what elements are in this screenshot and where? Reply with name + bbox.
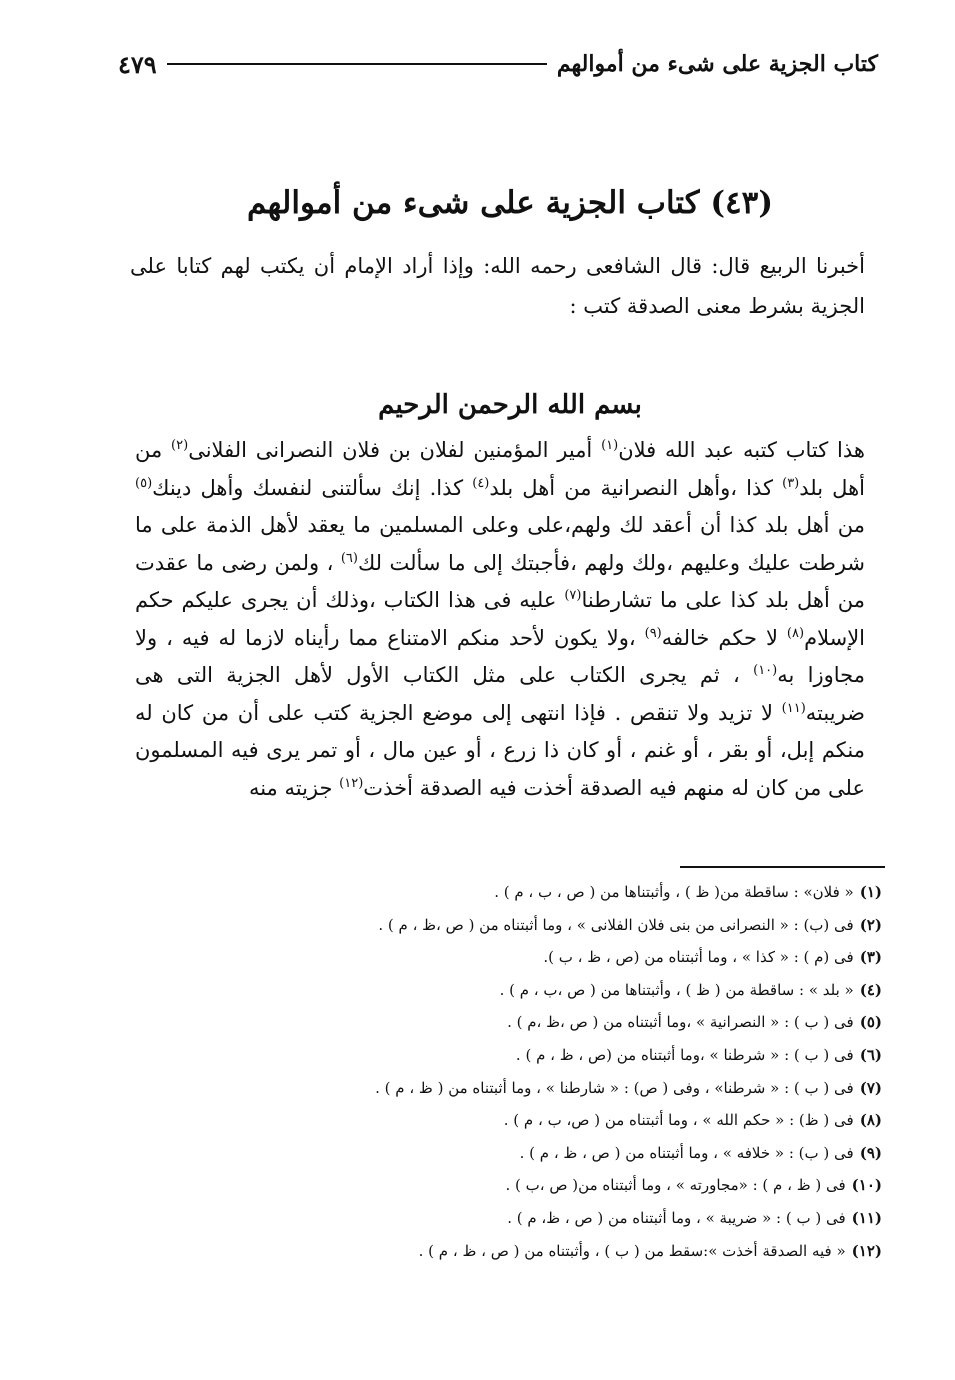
footnote-text: فى ( ب ) : « شرطنا» ، وفى ( ص) : « شارطنا » ، وما أثبتناه من ( ظ ، م ) . — [375, 1078, 854, 1097]
body-segment: هذا كتاب كتبه عبد الله فلان — [618, 438, 865, 462]
page-number: ٤٧٩ — [118, 49, 157, 79]
footnote-item — [200, 1137, 882, 1170]
footnote-number: (٩) — [859, 1143, 882, 1162]
body-segment: ،ولا يكون لأحد منكم الامتناع مما رأيناه لازما له فيه ، ولا مجاوزا به — [135, 625, 865, 687]
footnote-ref: (٩) — [644, 625, 662, 641]
body-segment: ، ثم يجرى الكتاب على مثل الكتاب الأول لأهل الجزية التى هى ضريبته — [135, 663, 865, 725]
body-segment: عليه فى هذا الكتاب ،وذلك أن يجرى عليكم حكم الإسلام — [135, 588, 866, 650]
chapter-title: (٤٣) كتاب الجزية على شىء من أموالهم — [247, 185, 773, 221]
footnote-item — [200, 974, 882, 1007]
body-segment: من أهل بلد — [135, 438, 865, 500]
footnote-text: « فلان» : ساقطة من( ظ ) ، وأثبتناها من ( ص ، ب ، م ) . — [494, 883, 854, 901]
intro-paragraph: أخبرنا الربيع قال: قال الشافعى رحمه الله: وإذا أراد الإمام أن يكتب لهم كتابا على الجزية بشرط معنى الصدقة كتب : — [130, 254, 865, 318]
footnote-ref: (١٠) — [753, 663, 778, 678]
footnote-text: فى (ب) : « النصرانى من بنى فلان الفلانى » ، وما أثبتناه من ( ص ،ظ ، م ) . — [378, 915, 854, 934]
footnote-text: فى ( ظ) : « حكم الله » ، وما أثبتناه من ( ص، ب ، م ) . — [503, 1111, 854, 1130]
footnote-number: (٥) — [859, 1013, 882, 1032]
footnote-number: (٤) — [859, 980, 882, 999]
body-segment: كذا ،وأهل النصرانية من أهل بلد — [489, 475, 783, 500]
body-paragraph — [135, 432, 865, 807]
running-title: كتاب الجزية على شىء من أموالهم — [556, 51, 878, 77]
footnote-text: فى (م ) : « كذا » ، وما أثبتناه من (ص ، ظ ، ب ). — [543, 948, 854, 967]
footnote-number: (٢) — [859, 915, 882, 934]
footnote-text: « بلد » : ساقطة من ( ظ ) ، وأثبتناها من ( ص ،ب ، م ) . — [499, 980, 854, 999]
footnote-text: « فيه الصدقة أخذت »:سقط من ( ب ) ، وأثبتناه من ( ص ، ظ ، م ) . — [418, 1241, 846, 1260]
footnote-ref: (٧) — [564, 588, 582, 603]
footnote-item — [200, 1006, 882, 1039]
basmala-heading: بسم الله الرحمن الرحيم — [378, 390, 642, 420]
footnote-number: (٨) — [859, 1111, 882, 1130]
footnote-number: (١) — [859, 883, 882, 901]
body-segment: أمير المؤمنين لفلان بن فلان النصرانى الفلانى — [188, 438, 602, 462]
footnote-item — [200, 909, 882, 942]
footnote-number: (٧) — [859, 1078, 882, 1097]
footnote-item — [200, 1039, 882, 1072]
body-segment: من أهل بلد كذا أن أعقد لك ولهم،على وعلى المسلمين ما يعقد لأهل الذمة على ما شرطت عليك وعليهم ،ولك ولهم ،فأجبتك إلى ما سألت لك — [135, 513, 865, 575]
footnote-item — [200, 941, 882, 974]
footnote-ref: (٦) — [340, 550, 358, 566]
footnotes-list — [200, 876, 882, 1267]
footnote-number: (٣) — [859, 948, 882, 967]
body-segment: ، ولمن رضى ما عقدت من أهل بلد كذا على ما تشارطنا — [135, 550, 865, 612]
footnote-number: (١١) — [851, 1208, 882, 1227]
footnote-item — [200, 1104, 882, 1137]
header-rule — [167, 63, 547, 65]
footnote-ref: (٥) — [135, 475, 153, 491]
footnote-ref: (١٢) — [339, 775, 364, 791]
footnote-ref: (١١) — [781, 700, 806, 716]
footnote-text: فى ( ظ ، م ) : «مجاورته » ، وما أثبتناه من( ص ،ب ) . — [505, 1176, 846, 1195]
footnote-number: (١٠) — [851, 1176, 882, 1195]
footnote-text: فى ( ب ) : « ضريبة » ، وما أثبتناه من ( ص ، ظ، م ) . — [507, 1208, 846, 1227]
footnote-number: (٦) — [859, 1045, 882, 1064]
footnote-text: فى ( ب ) : « النصرانية » ،وما أثبتناه من ( ص ،ظ ،م ) . — [507, 1013, 854, 1032]
footnote-item — [200, 876, 882, 909]
body-segment: لا تزيد ولا تنقص . فإذا انتهى إلى موضع الجزية كتب على أن من كان له منكم إبل، أو بقر ، أو غنم ، أو كان ذا زرع ، أو عين مال ، أو تمر يرى فيه المسلمون على من كان له منهم فيه الصدقة أخذت فيه الصدقة أخذت — [135, 700, 865, 800]
footnote-rule — [680, 866, 885, 868]
footnote-item — [200, 1235, 882, 1268]
running-header — [118, 44, 878, 84]
body-segment: جزيته منه — [248, 775, 340, 800]
footnote-text: فى ( ب ) : « شرطنا » ،وما أثبتناه من (ص ، ظ ، م ) . — [515, 1045, 854, 1064]
footnote-ref: (٣) — [782, 475, 800, 491]
footnote-ref: (٤) — [472, 475, 490, 491]
footnote-ref: (٢) — [171, 438, 189, 453]
footnote-ref: (١) — [601, 438, 619, 453]
footnote-item — [200, 1072, 882, 1105]
footnote-text: فى ( ب) : « خلافه » ، وما أثبتناه من ( ص ، ظ ، م ) . — [519, 1143, 854, 1162]
footnote-number: (١٢) — [851, 1241, 882, 1260]
footnote-ref: (٨) — [786, 625, 805, 641]
footnote-item — [200, 1202, 882, 1235]
body-segment: كذا. إنك سألتنى لنفسك وأهل دينك — [152, 475, 473, 500]
body-segment: لا حكم خالفه — [661, 625, 787, 650]
footnote-item — [200, 1169, 882, 1202]
